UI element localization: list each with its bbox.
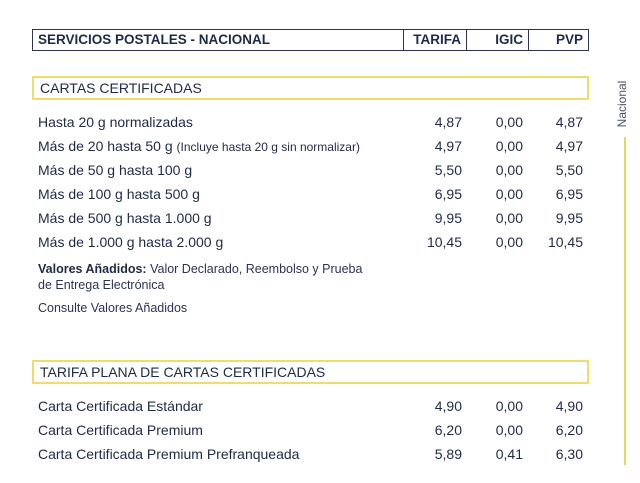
table-row xyxy=(38,444,584,464)
row-desc: Más de 100 g hasta 500 g xyxy=(38,186,200,202)
row-desc: Carta Certificada Premium xyxy=(38,422,203,438)
consulte-valores-link[interactable]: Consulte Valores Añadidos xyxy=(38,301,188,315)
table-row xyxy=(38,160,584,180)
table-row xyxy=(38,208,584,228)
valores-text-1: Valor Declarado, Reembolso y Prueba xyxy=(150,262,363,276)
row-note: (Incluye hasta 20 g sin normalizar) xyxy=(176,140,360,154)
row-pvp: 4,87 xyxy=(555,114,583,130)
row-igic: 0,00 xyxy=(495,210,523,226)
row-tarifa: 4,87 xyxy=(434,114,462,130)
table-header xyxy=(32,29,589,51)
row-desc: Más de 1.000 g hasta 2.000 g xyxy=(38,234,224,250)
row-igic: 0,00 xyxy=(495,114,523,130)
section-title-tarifa-plana: TARIFA PLANA DE CARTAS CERTIFICADAS xyxy=(32,360,589,384)
header-col-pvp: PVP xyxy=(528,30,588,50)
row-pvp: 10,45 xyxy=(547,234,583,250)
header-col-igic: IGIC xyxy=(466,30,528,50)
side-divider xyxy=(624,137,626,465)
header-title: SERVICIOS POSTALES - NACIONAL xyxy=(38,32,271,47)
row-desc: Más de 500 g hasta 1.000 g xyxy=(38,210,212,226)
row-tarifa: 6,20 xyxy=(434,422,462,438)
table-row xyxy=(38,232,584,252)
section-title-cartas-certificadas: CARTAS CERTIFICADAS xyxy=(32,76,589,100)
row-igic: 0,00 xyxy=(495,162,523,178)
header-col-tarifa: TARIFA xyxy=(403,30,466,50)
row-pvp: 6,20 xyxy=(555,422,583,438)
row-desc: Más de 20 hasta 50 g (Incluye hasta 20 g sin normalizar) xyxy=(38,138,360,154)
row-igic: 0,00 xyxy=(495,422,523,438)
table-row xyxy=(38,396,584,416)
valores-label: Valores Añadidos: xyxy=(38,262,147,276)
row-desc: Hasta 20 g normalizadas xyxy=(38,114,193,130)
row-tarifa: 9,95 xyxy=(434,210,462,226)
row-desc: Carta Certificada Premium Prefranqueada xyxy=(38,446,300,462)
side-label: Nacional xyxy=(615,80,629,128)
row-pvp: 4,97 xyxy=(555,138,583,154)
row-igic: 0,00 xyxy=(495,186,523,202)
valores-anadidos-note xyxy=(38,261,378,293)
row-desc: Más de 50 g hasta 100 g xyxy=(38,162,193,178)
row-tarifa: 10,45 xyxy=(426,234,462,250)
table-row xyxy=(38,420,584,440)
row-tarifa: 5,89 xyxy=(434,446,462,462)
valores-text-2: de Entrega Electrónica xyxy=(38,278,165,292)
row-igic: 0,41 xyxy=(495,446,523,462)
row-igic: 0,00 xyxy=(495,234,523,250)
row-tarifa: 4,90 xyxy=(434,398,462,414)
row-desc: Carta Certificada Estándar xyxy=(38,398,203,414)
row-tarifa: 6,95 xyxy=(434,186,462,202)
row-pvp: 6,30 xyxy=(555,446,583,462)
row-tarifa: 4,97 xyxy=(434,138,462,154)
row-pvp: 9,95 xyxy=(555,210,583,226)
row-igic: 0,00 xyxy=(495,138,523,154)
table-row xyxy=(38,112,584,132)
row-pvp: 5,50 xyxy=(555,162,583,178)
table-row xyxy=(38,184,584,204)
row-pvp: 4,90 xyxy=(555,398,583,414)
row-pvp: 6,95 xyxy=(555,186,583,202)
row-igic: 0,00 xyxy=(495,398,523,414)
row-tarifa: 5,50 xyxy=(434,162,462,178)
table-row xyxy=(38,136,584,156)
